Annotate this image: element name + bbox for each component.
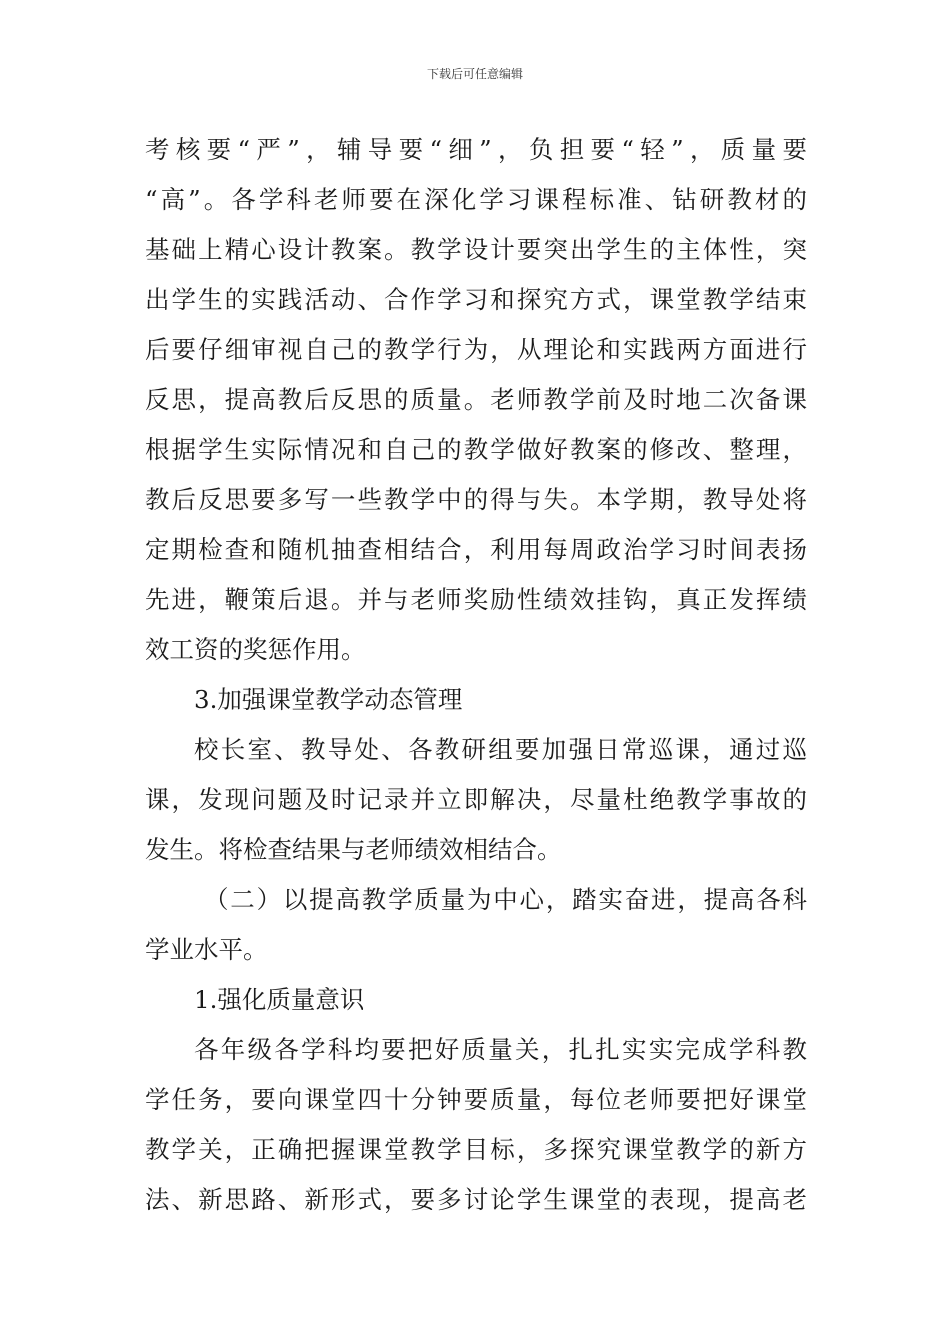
text-line: 基础上精心设计教案。教学设计要突出学生的主体性，突 <box>145 235 807 264</box>
text-line: 效工资的奖惩作用。 <box>145 635 366 664</box>
text-line: 法、新思路、新形式，要多讨论学生课堂的表现，提高老 <box>145 1185 807 1214</box>
text-line: 后要仔细审视自己的教学行为，从理论和实践两方面进行 <box>145 335 807 364</box>
section-heading-continued: 学业水平。 <box>145 935 268 964</box>
text-line: 学任务，要向课堂四十分钟要质量，每位老师要把好课堂 <box>145 1085 807 1114</box>
text-line: 根据学生实际情况和自己的教学做好教案的修改、整理， <box>145 435 807 464</box>
text-line: 各年级各学科均要把好质量关，扎扎实实完成学科教 <box>194 1035 807 1064</box>
text-line: 定期检查和随机抽查相结合，利用每周政治学习时间表扬 <box>145 535 807 564</box>
text-line: 先进，鞭策后退。并与老师奖励性绩效挂钩，真正发挥绩 <box>145 585 807 614</box>
section-heading: （二）以提高教学质量为中心，踏实奋进，提高各科 <box>204 885 807 914</box>
text-line: 发生。将检查结果与老师绩效相结合。 <box>145 835 562 864</box>
text-line: 校长室、教导处、各教研组要加强日常巡课，通过巡 <box>194 735 807 764</box>
page-header: 下载后可任意编辑 <box>426 67 523 81</box>
section-heading: 1.强化质量意识 <box>194 985 365 1014</box>
section-heading: 3.加强课堂教学动态管理 <box>194 685 463 714</box>
text-line: 考核要“严”，辅导要“细”，负担要“轻”，质量要 <box>145 135 807 164</box>
text-line: 反思，提高教后反思的质量。老师教学前及时地二次备课 <box>145 385 807 414</box>
document-body <box>145 125 807 1225</box>
text-line: 课，发现问题及时记录并立即解决，尽量杜绝教学事故的 <box>145 785 807 814</box>
text-line: 出学生的实践活动、合作学习和探究方式，课堂教学结束 <box>145 285 807 314</box>
text-line: 教学关，正确把握课堂教学目标，多探究课堂教学的新方 <box>145 1135 807 1164</box>
text-line: 教后反思要多写一些教学中的得与失。本学期，教导处将 <box>145 485 807 514</box>
text-line: “高”。各学科老师要在深化学习课程标准、钻研教材的 <box>145 185 807 214</box>
